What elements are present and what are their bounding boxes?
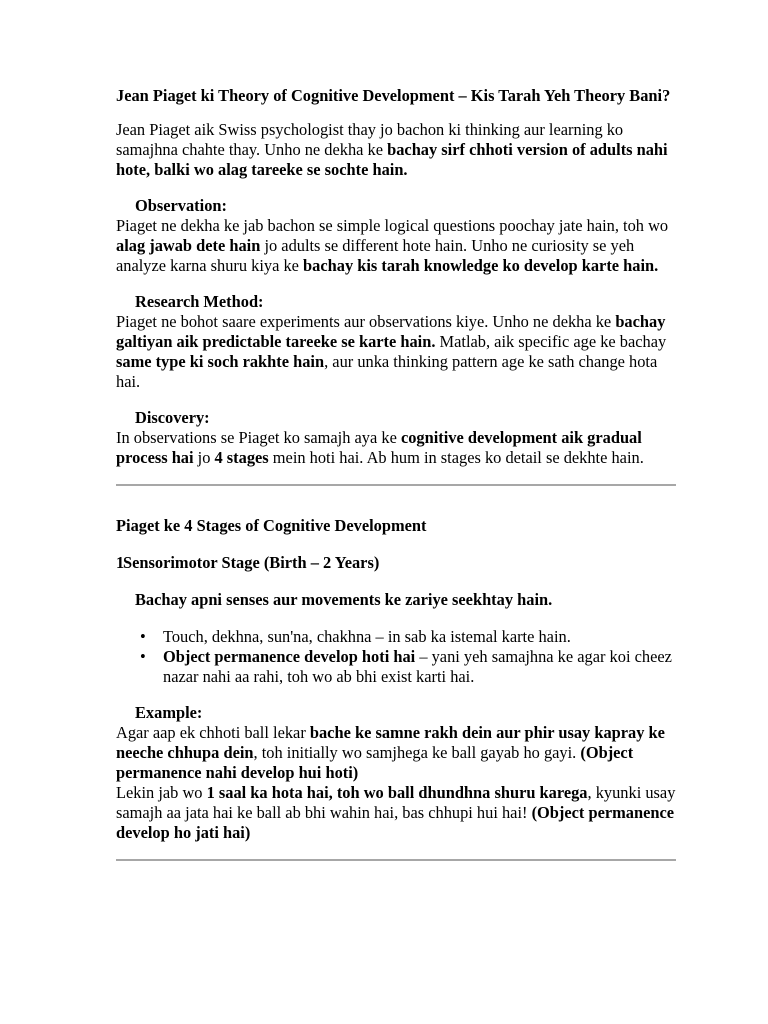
text-run: Piaget ne bohot saare experiments aur observations kiye. Unho ne dekha ke xyxy=(116,312,616,331)
document-page xyxy=(116,86,676,861)
list-item xyxy=(116,627,676,647)
text-run: jo adults se different hote hain. Unho ne curiosity se yeh analyze karna shuru kiya ke xyxy=(116,236,635,275)
text-run: In observations se Piaget ko samajh aya ke xyxy=(116,428,401,447)
text-run: , kyunki usay samajh aa jata hai ke ball ab bhi wahin hai, bas chhupi hui hai! xyxy=(116,783,676,822)
bold-text: bachay sirf chhoti version of adults nahi hote, balki wo alag tareeke se sochte hain. xyxy=(116,140,668,179)
stage1-heading xyxy=(116,553,676,573)
bold-text: same type ki soch rakhte hain xyxy=(116,352,325,371)
bold-text: alag jawab dete hain xyxy=(116,236,261,255)
text-run: , aur unka thinking pattern age ke sath change hota hai. xyxy=(116,352,658,391)
stages-title: Piaget ke 4 Stages of Cognitive Development xyxy=(116,516,427,535)
text-run: mein hoti hai. Ab hum in stages ko detail se dekhte hain. xyxy=(268,448,644,467)
bold-text: (Object permanence nahi develop hui hoti) xyxy=(116,743,634,782)
bullet-icon: • xyxy=(140,627,146,646)
document-title: Jean Piaget ki Theory of Cognitive Development – Kis Tarah Yeh Theory Bani? xyxy=(116,86,671,105)
research-heading: Research Method: xyxy=(135,292,264,311)
list-item-text xyxy=(163,647,672,686)
discovery-heading: Discovery: xyxy=(135,408,210,427)
observation-section xyxy=(116,196,676,276)
bold-text: bachay kis tarah knowledge ko develop karte hain. xyxy=(303,256,659,275)
bold-text: 1 saal ka hota hai, toh wo ball dhundhna shuru karega xyxy=(206,783,588,802)
example-section xyxy=(116,703,676,843)
research-section xyxy=(116,292,676,392)
list-item-text xyxy=(163,627,571,646)
discovery-body xyxy=(116,428,676,468)
bold-text: 4 stages xyxy=(214,448,269,467)
text-run: , toh initially wo samjhega ke ball gayab ho gayi. xyxy=(253,743,581,762)
stage1-number: 1 xyxy=(116,553,125,572)
bullet-icon: • xyxy=(140,647,146,666)
text-run: Touch, dekhna, sun'na, chakhna – in sab ka istemal karte hain. xyxy=(163,627,571,646)
intro-paragraph xyxy=(116,120,676,180)
text-run: – yani yeh samajhna ke agar koi cheez nazar nahi aa rahi, toh wo ab bhi exist karti hai. xyxy=(163,647,672,686)
stage1-title: Sensorimotor Stage (Birth – 2 Years) xyxy=(123,553,380,572)
example-heading: Example: xyxy=(135,703,203,722)
text-run: Jean Piaget aik Swiss psychologist thay jo bachon ki thinking aur learning ko samajhna chahte thay. Unho ne dekha ke xyxy=(116,120,624,159)
text-run: jo xyxy=(193,448,215,467)
research-body xyxy=(116,312,676,392)
bold-text: cognitive development aik gradual process hai xyxy=(116,428,642,467)
example-paragraph-1 xyxy=(116,723,676,783)
text-run: Lekin jab wo xyxy=(116,783,207,802)
bold-text: (Object permanence develop ho jati hai) xyxy=(116,803,675,842)
section-divider xyxy=(116,484,676,486)
example-paragraph-2 xyxy=(116,783,676,843)
list-item xyxy=(116,647,676,687)
text-run: Piaget ne dekha ke jab bachon se simple logical questions poochay jate hain, toh wo xyxy=(116,216,669,235)
bold-text: Object permanence develop hoti hai xyxy=(163,647,416,666)
observation-heading: Observation: xyxy=(135,196,227,215)
text-run: Agar aap ek chhoti ball lekar xyxy=(116,723,310,742)
bold-text: bache ke samne rakh dein aur phir usay kapray ke neeche chhupa dein xyxy=(116,723,665,762)
stage1-bullet-list xyxy=(116,627,676,687)
observation-body xyxy=(116,216,676,276)
discovery-section xyxy=(116,408,676,468)
bold-text: bachay galtiyan aik predictable tareeke se karte hain. xyxy=(116,312,666,351)
stage1-lead: Bachay apni senses aur movements ke zariye seekhtay hain. xyxy=(135,590,553,609)
text-run: Matlab, aik specific age ke bachay xyxy=(435,332,667,351)
section-divider-bottom xyxy=(116,859,676,861)
